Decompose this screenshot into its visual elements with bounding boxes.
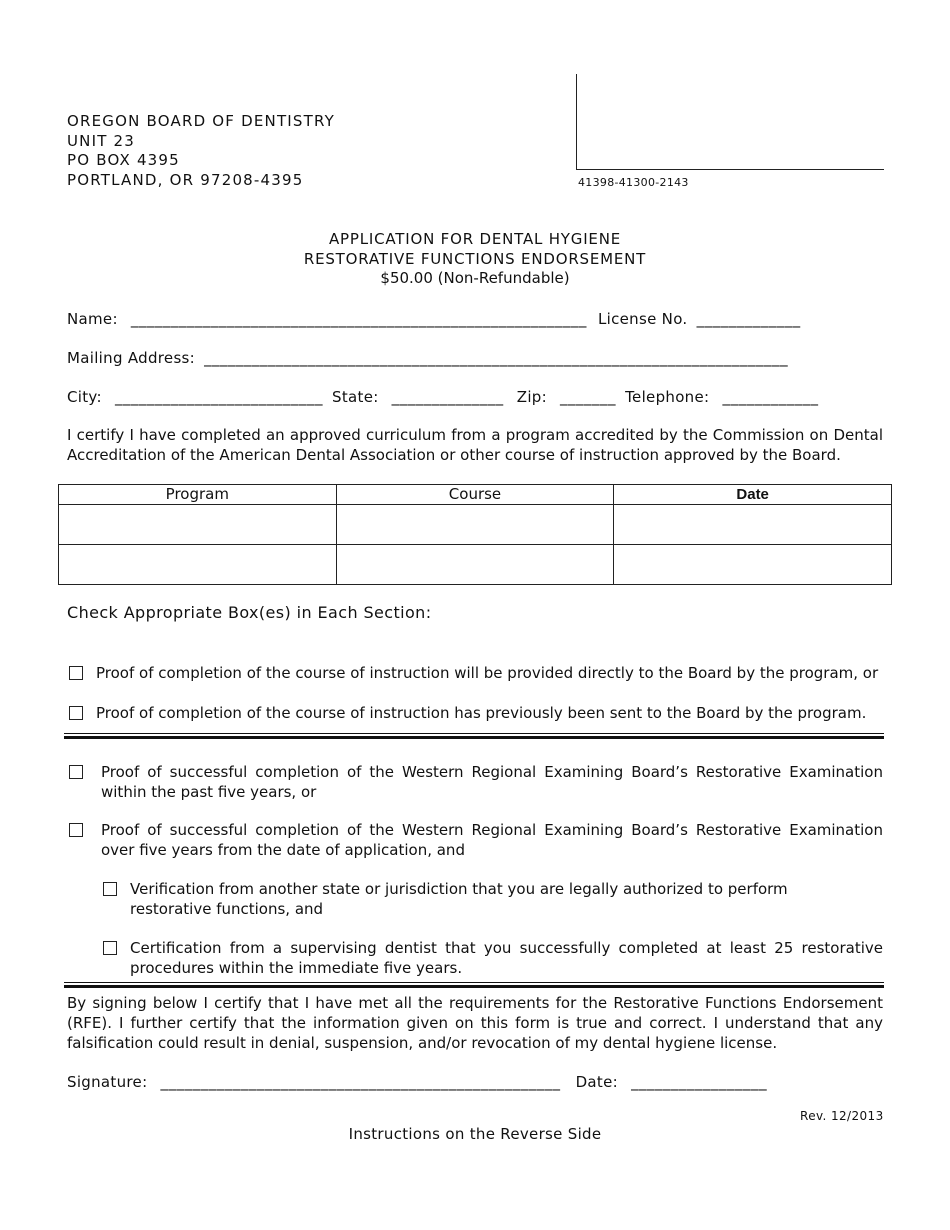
telephone-label: Telephone: <box>625 388 710 406</box>
wreb-recent-text: Proof of successful completion of the Western Regional Examining Board’s Restorative Examination within the past five years, or <box>101 763 883 801</box>
table-header-row <box>59 485 892 505</box>
course-column-header: Course <box>336 485 614 505</box>
certification-checkbox[interactable] <box>103 941 117 955</box>
verification-text-content: Verification from another state or jurisdiction that you are legally authorized to perform restorative functions, and <box>130 880 788 918</box>
revision-date: Rev. 12/2013 <box>800 1109 884 1123</box>
address-line: PO BOX 4395 <box>67 151 180 169</box>
verification-text <box>130 879 870 919</box>
mailing-address-field[interactable]: _________________________________________________________________________ <box>204 349 789 367</box>
license-field[interactable]: _____________ <box>696 310 801 328</box>
proof-previous-checkbox[interactable] <box>69 706 83 720</box>
table-row <box>59 505 892 545</box>
address-line: OREGON BOARD OF DENTISTRY <box>67 112 336 130</box>
verification-checkbox[interactable] <box>103 882 117 896</box>
mailing-address-label: Mailing Address: <box>67 349 196 367</box>
program-cell[interactable] <box>59 505 337 545</box>
zip-label: Zip: <box>516 388 547 406</box>
fee-line: $50.00 (Non-Refundable) <box>380 269 570 287</box>
city-field[interactable]: __________________________ <box>114 388 323 406</box>
form-title <box>0 230 950 289</box>
office-use-box-vertical-line <box>576 74 577 170</box>
name-row <box>67 310 801 328</box>
license-label: License No. <box>597 310 688 328</box>
course-cell[interactable] <box>336 545 614 585</box>
wreb-over-five-years-checkbox[interactable] <box>69 823 83 837</box>
proof-direct-checkbox[interactable] <box>69 666 83 680</box>
state-label: State: <box>332 388 379 406</box>
mailing-row <box>67 349 788 367</box>
course-cell[interactable] <box>336 505 614 545</box>
table-row <box>59 545 892 585</box>
date-column-header: Date <box>614 485 892 505</box>
certification-text: Certification from a supervising dentist that you successfully completed at least 25 restorative procedures within the immediate five years. <box>130 939 883 977</box>
form-number: 41398-41300-2143 <box>578 176 689 189</box>
wreb-over-five-years-text: Proof of successful completion of the Western Regional Examining Board’s Restorative Examination over five years from the date of application, and <box>101 821 883 859</box>
wreb-recent-checkbox[interactable] <box>69 765 83 779</box>
signature-label: Signature: <box>67 1073 148 1091</box>
title-line-1: APPLICATION FOR DENTAL HYGIENE <box>328 230 621 248</box>
section-heading: Check Appropriate Box(es) in Each Section: <box>67 603 432 622</box>
signature-field[interactable]: __________________________________________________ <box>160 1073 561 1091</box>
date-field[interactable]: _________________ <box>631 1073 768 1091</box>
address-line: PORTLAND, OR 97208-4395 <box>67 170 304 189</box>
proof-direct-text: Proof of completion of the course of instruction will be provided directly to the Board by the program, or <box>96 664 879 682</box>
board-address <box>67 112 335 190</box>
city-label: City: <box>67 388 102 406</box>
signature-certification-text: By signing below I certify that I have met all the requirements for the Restorative Functions Endorsement (RFE). I further certify that the information given on this form is true and correct. I understand that any falsification could result in denial, suspension, and/or revocation of my dental hygiene license. <box>67 994 883 1052</box>
date-cell[interactable] <box>614 545 892 585</box>
program-column-header: Program <box>59 485 337 505</box>
proof-previous-text: Proof of completion of the course of instruction has previously been sent to the Board by the program. <box>96 704 867 722</box>
telephone-field[interactable]: ____________ <box>722 388 819 406</box>
title-line-2: RESTORATIVE FUNCTIONS ENDORSEMENT <box>303 249 647 268</box>
name-label: Name: <box>67 310 118 328</box>
reverse-side-note: Instructions on the Reverse Side <box>348 1125 602 1143</box>
name-field[interactable]: _________________________________________________________ <box>130 310 587 328</box>
date-cell[interactable] <box>614 505 892 545</box>
city-row <box>67 388 818 406</box>
date-label: Date: <box>575 1073 618 1091</box>
office-use-box-horizontal-line <box>576 169 884 170</box>
state-field[interactable]: ______________ <box>391 388 504 406</box>
zip-field[interactable]: _______ <box>560 388 617 406</box>
signature-row <box>67 1073 767 1091</box>
address-line: UNIT 23 <box>67 131 136 150</box>
program-cell[interactable] <box>59 545 337 585</box>
curriculum-certification-text: I certify I have completed an approved curriculum from a program accredited by the Commission on Dental Accreditation of the American Dental Association or other course of instruction approved by the Board. <box>67 426 883 464</box>
program-table <box>58 484 892 585</box>
